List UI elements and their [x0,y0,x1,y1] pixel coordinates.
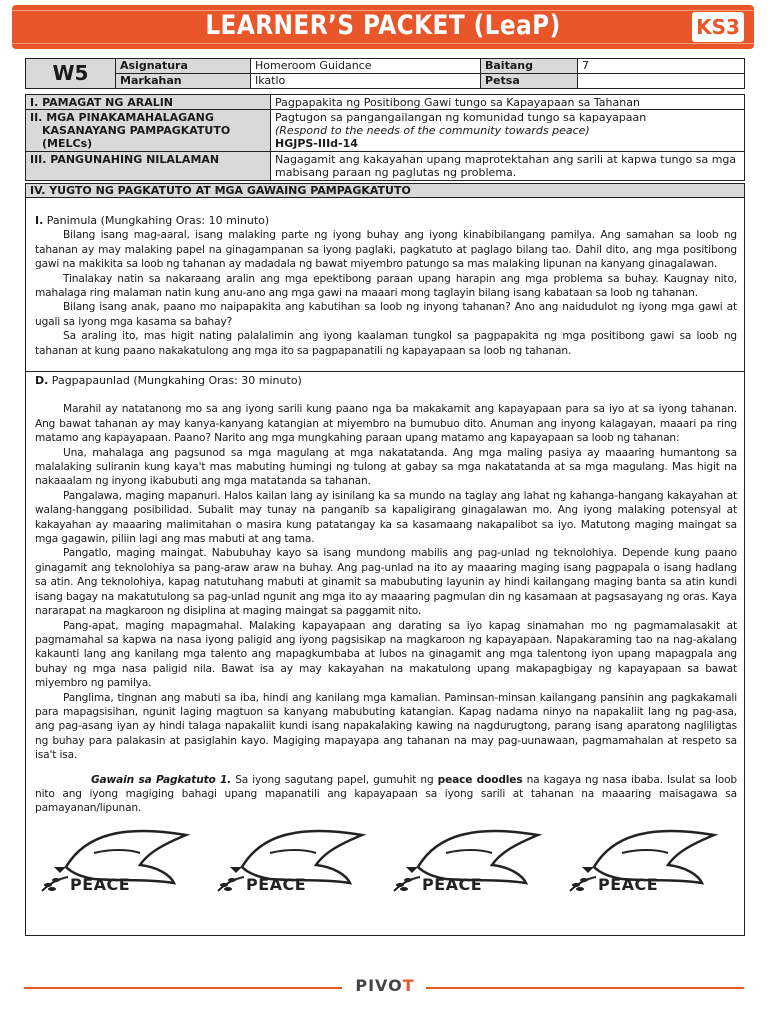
panimula-letter: I. [35,214,44,227]
footer-rule-right [426,987,744,989]
panimula-paragraph: Tinalakay natin sa nakaraang aralin ang mga epektibong paraan upang harapin ang mga problema sa buhay. Kaugnay nito, mahalaga ring malaman natin kung anu-ano ang mga gawi na maaari mong taglayin bilang isang kabataan sa loob ng tahanan. [35,272,737,300]
melcs-label-line-1: II. MGA PINAKAMAHALAGANG [30,111,214,124]
peace-word: PEACE [598,875,659,894]
gawain-instruction [35,773,737,816]
pagpapaunlad-paragraph: Panglima, tingnan ang mabuti sa iba, hindi ang kanilang mga kamalian. Paminsan-minsan kailangang pansinin ang pagkakamali para mapagsisihan, ngunit laging magtuon sa kanyang mabubuting katangian. Kapag nadama ninyo na napakaliit lang ng pag-asa, ang pag-asang iyan ay hindi talaga napakaliit kundi isang napakalaking kawing na nagdurugtong, parang isang aparatong nagliligtas ng buhay para palakasin at pasiglahin kayo. Magiging mapayapa ang tahanan na may pag-uunawaan, pagmamahalan at respeto sa isa't isa. [35,691,737,762]
panimula-section [25,198,745,372]
asignatura-label: Asignatura [116,59,251,74]
gawain-bold: peace doodles [437,773,523,786]
nilalaman-value: Nagagamit ang kakayahan upang maprotektahan ang sarili at kapwa tungo sa mga mabisang paraan ng paglutas ng problema. [275,153,737,179]
peace-doodles [36,823,736,895]
peace-word: PEACE [422,875,483,894]
peace-doodle [36,823,196,895]
section-pamagat [25,94,745,110]
baitang-value: 7 [578,59,744,74]
peace-word: PEACE [246,875,307,894]
pagpapaunlad-paragraph: Pangatlo, maging maingat. Nabubuhay kayo sa isang mundong mabilis ang pag-unlad ng teknolohiya. Depende kung paano ginagamit ang teknolohiya sa pang-araw araw na buhay. Ang pag-unlad na ito ay maaaring maging isang pagpapala o isang hadlang sa atin. Ang teknolohiya, kapag natutuhang mabuti at ginamit sa mabubuting layunin ay hindi kailangang maging banta sa atin kundi isang bagay na makatutulong sa pag-unlad ngunit ang mga ito ay maaaring pagmulan din ng kasamaan at pagsasayang ng oras. Kaya nararapat na magkaroon ng disiplina at maging maingat sa paggamit nito. [35,547,737,618]
panimula-heading [35,214,737,228]
panimula-paragraph: Bilang isang mag-aaral, isang malaking parte ng iyong buhay ang iyong kinabibilangang pamilya. Ang samahan sa loob ng tahanan ay may malaking papel na ginagampanan sa iyong paglaki, pagkatuto at paglago bilang tao. Dahil dito, ang mga positibong gawi na makikita sa loob ng tahanan ay madadala ng bawat miyembro patungo sa mas malaking lipunan na kanyang ginagalawan. [35,229,737,271]
yugto-heading: IV. YUGTO NG PAGKATUTO AT MGA GAWAING PAMPAGKATUTO [25,183,745,198]
key-stage-badge: KS3 [692,12,744,42]
peace-doodle [212,823,372,895]
nilalaman-label: III. PANGUNAHING NILALAMAN [26,152,271,180]
petsa-value [578,74,744,88]
footer-rule-left [24,987,342,989]
melcs-label-line-3: (MELCs) [42,137,93,150]
melcs-text: Pagtugon sa pangangailangan ng komunidad tungo sa kapayapaan [275,111,647,124]
peace-word: PEACE [70,875,131,894]
markahan-value: Ikatlo [251,74,481,88]
pivot-logo-text: PIVO [355,976,403,995]
gawain-text-a: Sa iyong sagutang papel, gumuhit ng [231,773,438,786]
pagpapaunlad-paragraph: Marahil ay natatanong mo sa ang iyong sarili kung paano nga ba makakamit ang kapayapaan para sa iyo at sa iyong tahanan. Ang bawat tahanan ay may kanya-kanyang katangian at miyembro na bumubuo dito. Anuman ang inyong kalagayan, maaari pa ring matamo ang kapayapaan. Paano? Narito ang mga mungkahing paraan upang matamo ang kapayapaan sa loob ng tahanan: [35,403,737,445]
pagpapaunlad-heading [35,374,737,388]
header-banner [12,5,754,49]
melcs-english: (Respond to the needs of the community towards peace) [275,124,590,137]
panimula-paragraph: Sa araling ito, mas higit nating palalalimin ang iyong kaalaman tungkol sa pagpapakita ng mga positibong gawi sa loob ng tahanan at kung paano nakakatulong ang mga ito sa pagpapanatili ng kapayapaan sa loob ng tahanan. [35,330,737,357]
pagpapaunlad-paragraph: Una, mahalaga ang pagsunod sa mga magulang at mga nakatatanda. Ang mga maling pasiya ay maaaring humantong sa malalaking suliranin kung kaya't mas mabuting humingi ng tulong at gabay sa mga nakatatanda at sa mga magulang. Mas higit na nakaaalam ng inyong ikabubuti ang mga matatanda sa tahanan. [35,446,737,488]
gawain-text-b: na kagaya ng nasa ibaba. Isulat sa loob nito ang iyong magiging bahagi upang mapanatili ang kapayapaan sa iyong sarili at tahanan na maaaring maisagawa sa pamayanan/lipunan. [35,773,737,815]
pamagat-label: I. PAMAGAT NG ARALIN [26,95,271,109]
peace-doodle [564,823,724,895]
petsa-label: Petsa [481,74,578,88]
markahan-label: Markahan [116,74,251,88]
panimula-paragraph: Bilang isang anak, paano mo naipapakita ang kabutihan sa loob ng inyong tahanan? Ano ang naidudulot ng iyong mga gawi at ugali sa iyong mga kasama sa bahay? [35,301,737,328]
pamagat-value: Pagpapakita ng Positibong Gawi tungo sa Kapayapaan sa Tahanan [275,96,640,109]
melcs-label-line-2: KASANAYANG PAMPAGKATUTO [42,124,231,137]
pivot-logo [346,976,424,995]
panimula-heading-text: Panimula (Mungkahing Oras: 10 minuto) [43,214,270,227]
peace-doodle [388,823,548,895]
baitang-label: Baitang [481,59,578,74]
pagpapaunlad-letter: D. [35,374,49,387]
melcs-label [26,110,271,151]
week-label: W5 [26,59,116,88]
section-melcs [25,110,745,152]
pagpapaunlad-paragraph: Pang-apat, maging mapagmahal. Malaking kapayapaan ang darating sa iyo kapag sinamahan mo ng pagmamalasakit at pagmamahal sa kapwa na nasa iyong paligid ang iyong pagsisikap na magkaroon ng kapayapaan. Napakaraming tao na nag-akalang kakaunti lang ang kanilang mga talento ang mapagkumbaba at lubos na ginagamit ang mga talentong iyon upang mapagpala ang buhay ng mga nasa paligid nila. Bawat isa ay may kakayahan na makatulong upang makapagbigay ng kapayapaan sa bawat miyembro ng pamilya. [35,619,737,690]
lesson-meta-table [25,58,745,89]
section-nilalaman [25,152,745,181]
melcs-value [271,110,744,151]
banner-stripe-bottom [12,43,754,44]
packet-title: LEARNER’S PACKET (LeaP) [205,10,561,41]
melcs-code: HGJPS-IIId-14 [275,137,358,150]
gawain-title: Gawain sa Pagkatuto 1. [91,773,232,786]
pagpapaunlad-heading-text: Pagpapaunlad (Mungkahing Oras: 30 minuto) [48,374,302,387]
asignatura-value: Homeroom Guidance [251,59,481,74]
pivot-logo-accent: T [402,976,415,995]
pagpapaunlad-paragraph: Pangalawa, maging mapanuri. Halos kailan lang ay isinilang ka sa mundo na taglay ang lahat ng kahanga-hangang kakayahan at walang-hanggang posibilidad. Subalit may tunay na panganib sa kapaligirang ginagalawan mo. Ang iyong malaking potensyal at kakayahan ay maaaring malimitahan o masira kung patatangay ka sa kasamaang nakapalibot sa iyo. Matutong maging maingat sa mga gagawin, piliin lagi ang mas mabuti at ang tama. [35,489,737,546]
